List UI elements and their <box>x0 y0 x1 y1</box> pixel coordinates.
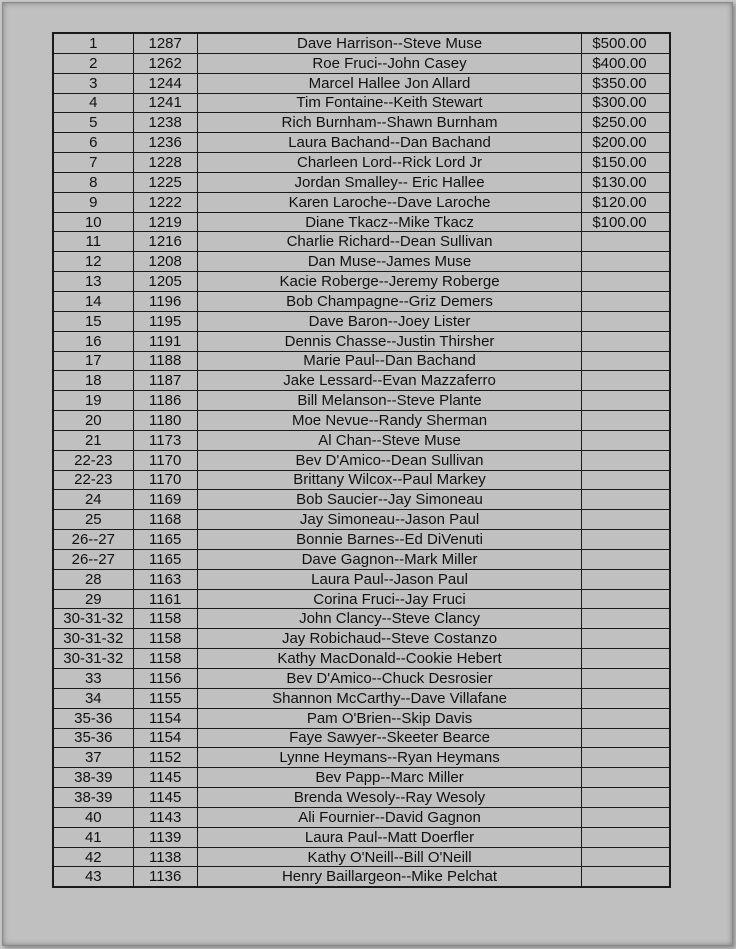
place-cell: 38-39 <box>53 768 133 788</box>
prize-cell <box>582 450 670 470</box>
score-cell: 1216 <box>133 232 197 252</box>
team-cell: Bev Papp--Marc Miller <box>197 768 582 788</box>
score-cell: 1145 <box>133 768 197 788</box>
score-cell: 1188 <box>133 351 197 371</box>
team-cell: Diane Tkacz--Mike Tkacz <box>197 212 582 232</box>
table-row <box>53 232 670 252</box>
table-row <box>53 847 670 867</box>
place-cell: 40 <box>53 807 133 827</box>
prize-cell <box>582 728 670 748</box>
place-cell: 28 <box>53 569 133 589</box>
team-cell: Lynne Heymans--Ryan Heymans <box>197 748 582 768</box>
prize-cell <box>582 807 670 827</box>
table-row <box>53 172 670 192</box>
prize-cell <box>582 768 670 788</box>
table-row <box>53 93 670 113</box>
prize-cell <box>582 708 670 728</box>
score-cell: 1262 <box>133 53 197 73</box>
team-cell: Bob Champagne--Griz Demers <box>197 291 582 311</box>
table-row <box>53 113 670 133</box>
prize-cell <box>582 252 670 272</box>
score-cell: 1154 <box>133 728 197 748</box>
place-cell: 11 <box>53 232 133 252</box>
team-cell: Roe Fruci--John Casey <box>197 53 582 73</box>
table-row <box>53 411 670 431</box>
score-cell: 1238 <box>133 113 197 133</box>
score-cell: 1205 <box>133 272 197 292</box>
place-cell: 7 <box>53 153 133 173</box>
table-row <box>53 569 670 589</box>
place-cell: 30-31-32 <box>53 629 133 649</box>
prize-cell: $350.00 <box>582 73 670 93</box>
document-page <box>2 2 733 946</box>
team-cell: John Clancy--Steve Clancy <box>197 609 582 629</box>
team-cell: Rich Burnham--Shawn Burnham <box>197 113 582 133</box>
team-cell: Pam O'Brien--Skip Davis <box>197 708 582 728</box>
place-cell: 2 <box>53 53 133 73</box>
score-cell: 1195 <box>133 311 197 331</box>
table-row <box>53 73 670 93</box>
prize-cell <box>582 391 670 411</box>
table-row <box>53 133 670 153</box>
team-cell: Jordan Smalley-- Eric Hallee <box>197 172 582 192</box>
score-cell: 1222 <box>133 192 197 212</box>
place-cell: 26--27 <box>53 549 133 569</box>
team-cell: Charlie Richard--Dean Sullivan <box>197 232 582 252</box>
table-row <box>53 311 670 331</box>
team-cell: Moe Nevue--Randy Sherman <box>197 411 582 431</box>
prize-cell <box>582 411 670 431</box>
team-cell: Bev D'Amico--Dean Sullivan <box>197 450 582 470</box>
team-cell: Laura Paul--Jason Paul <box>197 569 582 589</box>
place-cell: 30-31-32 <box>53 609 133 629</box>
score-cell: 1244 <box>133 73 197 93</box>
prize-cell: $100.00 <box>582 212 670 232</box>
place-cell: 19 <box>53 391 133 411</box>
team-cell: Marcel Hallee Jon Allard <box>197 73 582 93</box>
score-cell: 1170 <box>133 470 197 490</box>
place-cell: 35-36 <box>53 708 133 728</box>
team-cell: Kacie Roberge--Jeremy Roberge <box>197 272 582 292</box>
place-cell: 18 <box>53 371 133 391</box>
results-table-body <box>53 33 670 887</box>
table-row <box>53 827 670 847</box>
place-cell: 12 <box>53 252 133 272</box>
table-row <box>53 510 670 530</box>
score-cell: 1287 <box>133 33 197 53</box>
team-cell: Al Chan--Steve Muse <box>197 430 582 450</box>
prize-cell: $130.00 <box>582 172 670 192</box>
score-cell: 1139 <box>133 827 197 847</box>
place-cell: 41 <box>53 827 133 847</box>
prize-cell <box>582 331 670 351</box>
prize-cell: $400.00 <box>582 53 670 73</box>
team-cell: Laura Paul--Matt Doerfler <box>197 827 582 847</box>
score-cell: 1225 <box>133 172 197 192</box>
team-cell: Bob Saucier--Jay Simoneau <box>197 490 582 510</box>
place-cell: 20 <box>53 411 133 431</box>
prize-cell <box>582 867 670 887</box>
prize-cell <box>582 589 670 609</box>
table-row <box>53 708 670 728</box>
place-cell: 42 <box>53 847 133 867</box>
place-cell: 10 <box>53 212 133 232</box>
table-row <box>53 291 670 311</box>
place-cell: 5 <box>53 113 133 133</box>
score-cell: 1163 <box>133 569 197 589</box>
place-cell: 16 <box>53 331 133 351</box>
prize-cell: $150.00 <box>582 153 670 173</box>
team-cell: Faye Sawyer--Skeeter Bearce <box>197 728 582 748</box>
prize-cell <box>582 311 670 331</box>
team-cell: Henry Baillargeon--Mike Pelchat <box>197 867 582 887</box>
table-row <box>53 589 670 609</box>
place-cell: 34 <box>53 688 133 708</box>
score-cell: 1241 <box>133 93 197 113</box>
table-row <box>53 768 670 788</box>
score-cell: 1169 <box>133 490 197 510</box>
prize-cell <box>582 430 670 450</box>
table-row <box>53 391 670 411</box>
table-row <box>53 728 670 748</box>
place-cell: 35-36 <box>53 728 133 748</box>
team-cell: Dennis Chasse--Justin Thirsher <box>197 331 582 351</box>
place-cell: 4 <box>53 93 133 113</box>
table-row <box>53 688 670 708</box>
prize-cell: $250.00 <box>582 113 670 133</box>
place-cell: 38-39 <box>53 788 133 808</box>
score-cell: 1158 <box>133 629 197 649</box>
score-cell: 1154 <box>133 708 197 728</box>
place-cell: 13 <box>53 272 133 292</box>
team-cell: Laura Bachand--Dan Bachand <box>197 133 582 153</box>
prize-cell: $120.00 <box>582 192 670 212</box>
prize-cell <box>582 788 670 808</box>
prize-cell <box>582 629 670 649</box>
team-cell: Brittany Wilcox--Paul Markey <box>197 470 582 490</box>
score-cell: 1168 <box>133 510 197 530</box>
place-cell: 1 <box>53 33 133 53</box>
score-cell: 1155 <box>133 688 197 708</box>
prize-cell <box>582 748 670 768</box>
table-row <box>53 331 670 351</box>
place-cell: 30-31-32 <box>53 649 133 669</box>
prize-cell <box>582 470 670 490</box>
team-cell: Dave Baron--Joey Lister <box>197 311 582 331</box>
table-row <box>53 252 670 272</box>
table-row <box>53 788 670 808</box>
table-row <box>53 807 670 827</box>
prize-cell <box>582 371 670 391</box>
results-table <box>52 32 671 888</box>
score-cell: 1143 <box>133 807 197 827</box>
prize-cell <box>582 649 670 669</box>
team-cell: Shannon McCarthy--Dave Villafane <box>197 688 582 708</box>
place-cell: 43 <box>53 867 133 887</box>
table-row <box>53 470 670 490</box>
place-cell: 29 <box>53 589 133 609</box>
score-cell: 1208 <box>133 252 197 272</box>
team-cell: Jay Robichaud--Steve Costanzo <box>197 629 582 649</box>
table-row <box>53 549 670 569</box>
team-cell: Tim Fontaine--Keith Stewart <box>197 93 582 113</box>
place-cell: 25 <box>53 510 133 530</box>
score-cell: 1138 <box>133 847 197 867</box>
prize-cell <box>582 609 670 629</box>
score-cell: 1156 <box>133 669 197 689</box>
prize-cell: $300.00 <box>582 93 670 113</box>
table-row <box>53 430 670 450</box>
score-cell: 1165 <box>133 549 197 569</box>
table-row <box>53 867 670 887</box>
team-cell: Charleen Lord--Rick Lord Jr <box>197 153 582 173</box>
prize-cell <box>582 827 670 847</box>
table-row <box>53 748 670 768</box>
score-cell: 1196 <box>133 291 197 311</box>
place-cell: 17 <box>53 351 133 371</box>
team-cell: Kathy O'Neill--Bill O'Neill <box>197 847 582 867</box>
prize-cell <box>582 510 670 530</box>
score-cell: 1228 <box>133 153 197 173</box>
prize-cell <box>582 549 670 569</box>
team-cell: Corina Fruci--Jay Fruci <box>197 589 582 609</box>
place-cell: 9 <box>53 192 133 212</box>
table-row <box>53 371 670 391</box>
table-row <box>53 33 670 53</box>
table-row <box>53 192 670 212</box>
team-cell: Karen Laroche--Dave Laroche <box>197 192 582 212</box>
score-cell: 1158 <box>133 609 197 629</box>
place-cell: 26--27 <box>53 530 133 550</box>
place-cell: 24 <box>53 490 133 510</box>
team-cell: Marie Paul--Dan Bachand <box>197 351 582 371</box>
table-row <box>53 649 670 669</box>
table-row <box>53 53 670 73</box>
table-row <box>53 629 670 649</box>
prize-cell <box>582 351 670 371</box>
table-row <box>53 272 670 292</box>
score-cell: 1161 <box>133 589 197 609</box>
team-cell: Jake Lessard--Evan Mazzaferro <box>197 371 582 391</box>
score-cell: 1170 <box>133 450 197 470</box>
team-cell: Bonnie Barnes--Ed DiVenuti <box>197 530 582 550</box>
table-row <box>53 351 670 371</box>
prize-cell <box>582 669 670 689</box>
place-cell: 15 <box>53 311 133 331</box>
score-cell: 1158 <box>133 649 197 669</box>
score-cell: 1187 <box>133 371 197 391</box>
prize-cell <box>582 291 670 311</box>
team-cell: Bill Melanson--Steve Plante <box>197 391 582 411</box>
team-cell: Kathy MacDonald--Cookie Hebert <box>197 649 582 669</box>
score-cell: 1186 <box>133 391 197 411</box>
team-cell: Bev D'Amico--Chuck Desrosier <box>197 669 582 689</box>
place-cell: 22-23 <box>53 470 133 490</box>
team-cell: Jay Simoneau--Jason Paul <box>197 510 582 530</box>
place-cell: 14 <box>53 291 133 311</box>
score-cell: 1191 <box>133 331 197 351</box>
score-cell: 1152 <box>133 748 197 768</box>
prize-cell <box>582 232 670 252</box>
table-row <box>53 609 670 629</box>
table-row <box>53 530 670 550</box>
score-cell: 1145 <box>133 788 197 808</box>
place-cell: 8 <box>53 172 133 192</box>
score-cell: 1165 <box>133 530 197 550</box>
score-cell: 1219 <box>133 212 197 232</box>
team-cell: Brenda Wesoly--Ray Wesoly <box>197 788 582 808</box>
score-cell: 1136 <box>133 867 197 887</box>
score-cell: 1173 <box>133 430 197 450</box>
place-cell: 6 <box>53 133 133 153</box>
table-row <box>53 212 670 232</box>
place-cell: 22-23 <box>53 450 133 470</box>
team-cell: Dave Gagnon--Mark Miller <box>197 549 582 569</box>
place-cell: 37 <box>53 748 133 768</box>
prize-cell: $200.00 <box>582 133 670 153</box>
prize-cell <box>582 688 670 708</box>
table-row <box>53 450 670 470</box>
place-cell: 3 <box>53 73 133 93</box>
prize-cell <box>582 490 670 510</box>
table-row <box>53 153 670 173</box>
table-row <box>53 669 670 689</box>
score-cell: 1180 <box>133 411 197 431</box>
prize-cell <box>582 847 670 867</box>
score-cell: 1236 <box>133 133 197 153</box>
team-cell: Dan Muse--James Muse <box>197 252 582 272</box>
team-cell: Dave Harrison--Steve Muse <box>197 33 582 53</box>
prize-cell <box>582 569 670 589</box>
team-cell: Ali Fournier--David Gagnon <box>197 807 582 827</box>
prize-cell <box>582 530 670 550</box>
prize-cell <box>582 272 670 292</box>
table-row <box>53 490 670 510</box>
place-cell: 21 <box>53 430 133 450</box>
prize-cell: $500.00 <box>582 33 670 53</box>
place-cell: 33 <box>53 669 133 689</box>
